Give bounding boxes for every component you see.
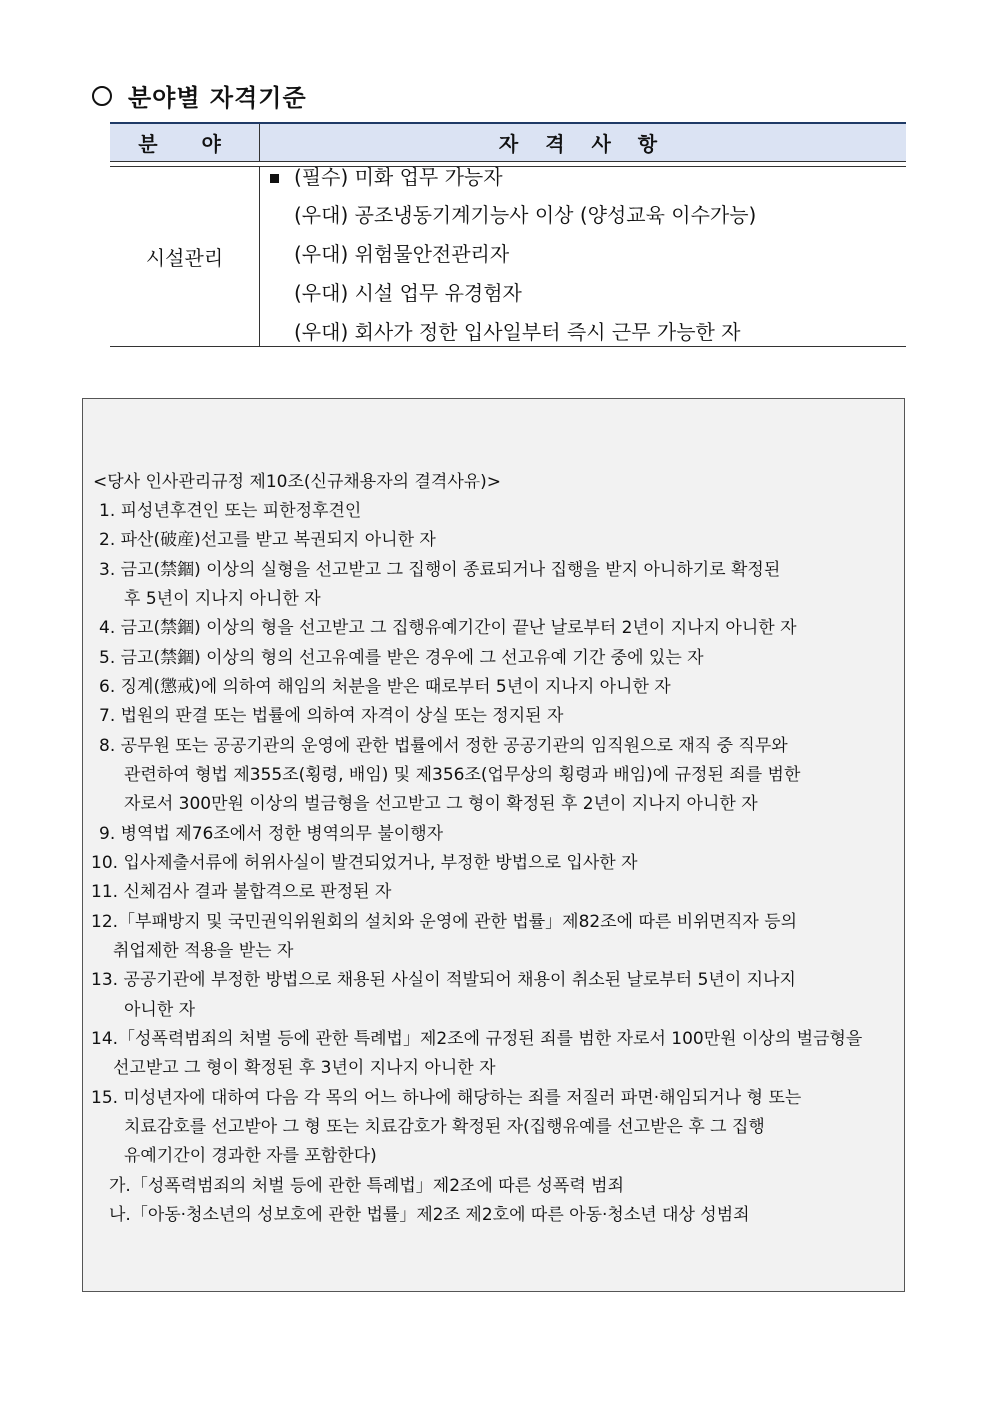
notice-line: 8. 공무원 또는 공공기관의 운영에 관한 법률에서 정한 공공기관의 임직원으로 재직 중 직무와: [99, 736, 788, 756]
notice-line: 1. 피성년후견인 또는 피한정후견인: [99, 501, 362, 521]
notice-line: 9. 병역법 제76조에서 정한 병역의무 불이행자: [99, 824, 444, 844]
notice-line: 7. 법원의 판결 또는 법률에 의하여 자격이 상실 또는 정지된 자: [99, 706, 564, 726]
header-qualifications: 자 격 사 항: [498, 132, 668, 156]
table-row: [110, 167, 906, 347]
notice-line: 취업제한 적용을 받는 자: [113, 941, 294, 961]
notice-line: 선고받고 그 형이 확정된 후 3년이 지나지 아니한 자: [113, 1058, 496, 1078]
notice-line: 3. 금고(禁錮) 이상의 실형을 선고받고 그 집행이 종료되거나 집행을 받지 아니하기로 확정된: [99, 560, 781, 580]
table-header: [110, 122, 906, 162]
notice-line: 5. 금고(禁錮) 이상의 형의 선고유예를 받은 경우에 그 선고유예 기간 중에 있는 자: [99, 648, 704, 668]
notice-title: <당사 인사관리규정 제10조(신규채용자의 결격사유)>: [93, 472, 502, 492]
circle-icon: [92, 86, 112, 106]
qual-item: (우대) 위험물안전관리자: [294, 242, 510, 266]
notice-line: 후 5년이 지나지 아니한 자: [124, 589, 321, 609]
notice-line: 6. 징계(懲戒)에 의하여 해임의 처분을 받은 때로부터 5년이 지나지 아니한 자: [99, 677, 671, 697]
qual-item: (우대) 시설 업무 유경험자: [294, 281, 522, 305]
field-cell: 시설관리: [110, 167, 260, 346]
notice-line: 13. 공공기관에 부정한 방법으로 채용된 사실이 적발되어 채용이 취소된 날로부터 5년이 지나지: [91, 970, 796, 990]
notice-line: 아니한 자: [124, 1000, 196, 1020]
qual-item: (필수) 미화 업무 가능자: [294, 165, 503, 189]
qual-item: (우대) 공조냉동기계기능사 이상 (양성교육 이수가능): [294, 203, 757, 227]
notice-line: 자로서 300만원 이상의 벌금형을 선고받고 그 형이 확정된 후 2년이 지나지 아니한 자: [124, 794, 758, 814]
notice-line: 관련하여 형법 제355조(횡령, 배임) 및 제356조(업무상의 횡령과 배임)에 규정된 죄를 범한: [124, 765, 801, 785]
notice-line: 2. 파산(破産)선고를 받고 복권되지 아니한 자: [99, 530, 436, 550]
qualifications-cell: [260, 167, 906, 346]
section-heading: [92, 78, 307, 113]
square-bullet-icon: [270, 174, 279, 183]
notice-line: 11. 신체검사 결과 불합격으로 판정된 자: [91, 882, 392, 902]
qualification-table: [110, 122, 906, 347]
header-field: 분 야: [110, 124, 260, 161]
notice-line: 나.「아동·청소년의 성보호에 관한 법률」제2조 제2호에 따른 아동·청소년 대상 성범죄: [109, 1205, 750, 1225]
notice-line: 유예기간이 경과한 자를 포함한다): [124, 1146, 377, 1166]
disqualification-notice: [82, 398, 905, 1292]
notice-line: 4. 금고(禁錮) 이상의 형을 선고받고 그 집행유예기간이 끝난 날로부터 2년이 지나지 아니한 자: [99, 618, 797, 638]
notice-line: 12.「부패방지 및 국민권익위원회의 설치와 운영에 관한 법률」제82조에 따른 비위면직자 등의: [91, 912, 798, 932]
notice-line: 15. 미성년자에 대하여 다음 각 목의 어느 하나에 해당하는 죄를 저질러 파면·해임되거나 형 또는: [91, 1088, 802, 1108]
section-title: 분야별 자격기준: [128, 84, 307, 112]
notice-line: 10. 입사제출서류에 허위사실이 발견되었거나, 부정한 방법으로 입사한 자: [91, 853, 638, 873]
qual-item: (우대) 회사가 정한 입사일부터 즉시 근무 가능한 자: [294, 320, 741, 344]
notice-line: 가.「성폭력범죄의 처벌 등에 관한 특례법」제2조에 따른 성폭력 범죄: [109, 1176, 625, 1196]
notice-line: 치료감호를 선고받아 그 형 또는 치료감호가 확정된 자(집행유예를 선고받은 후 그 집행: [124, 1117, 765, 1137]
notice-line: 14.「성폭력범죄의 처벌 등에 관한 특례법」제2조에 규정된 죄를 범한 자로서 100만원 이상의 벌금형을: [91, 1029, 863, 1049]
